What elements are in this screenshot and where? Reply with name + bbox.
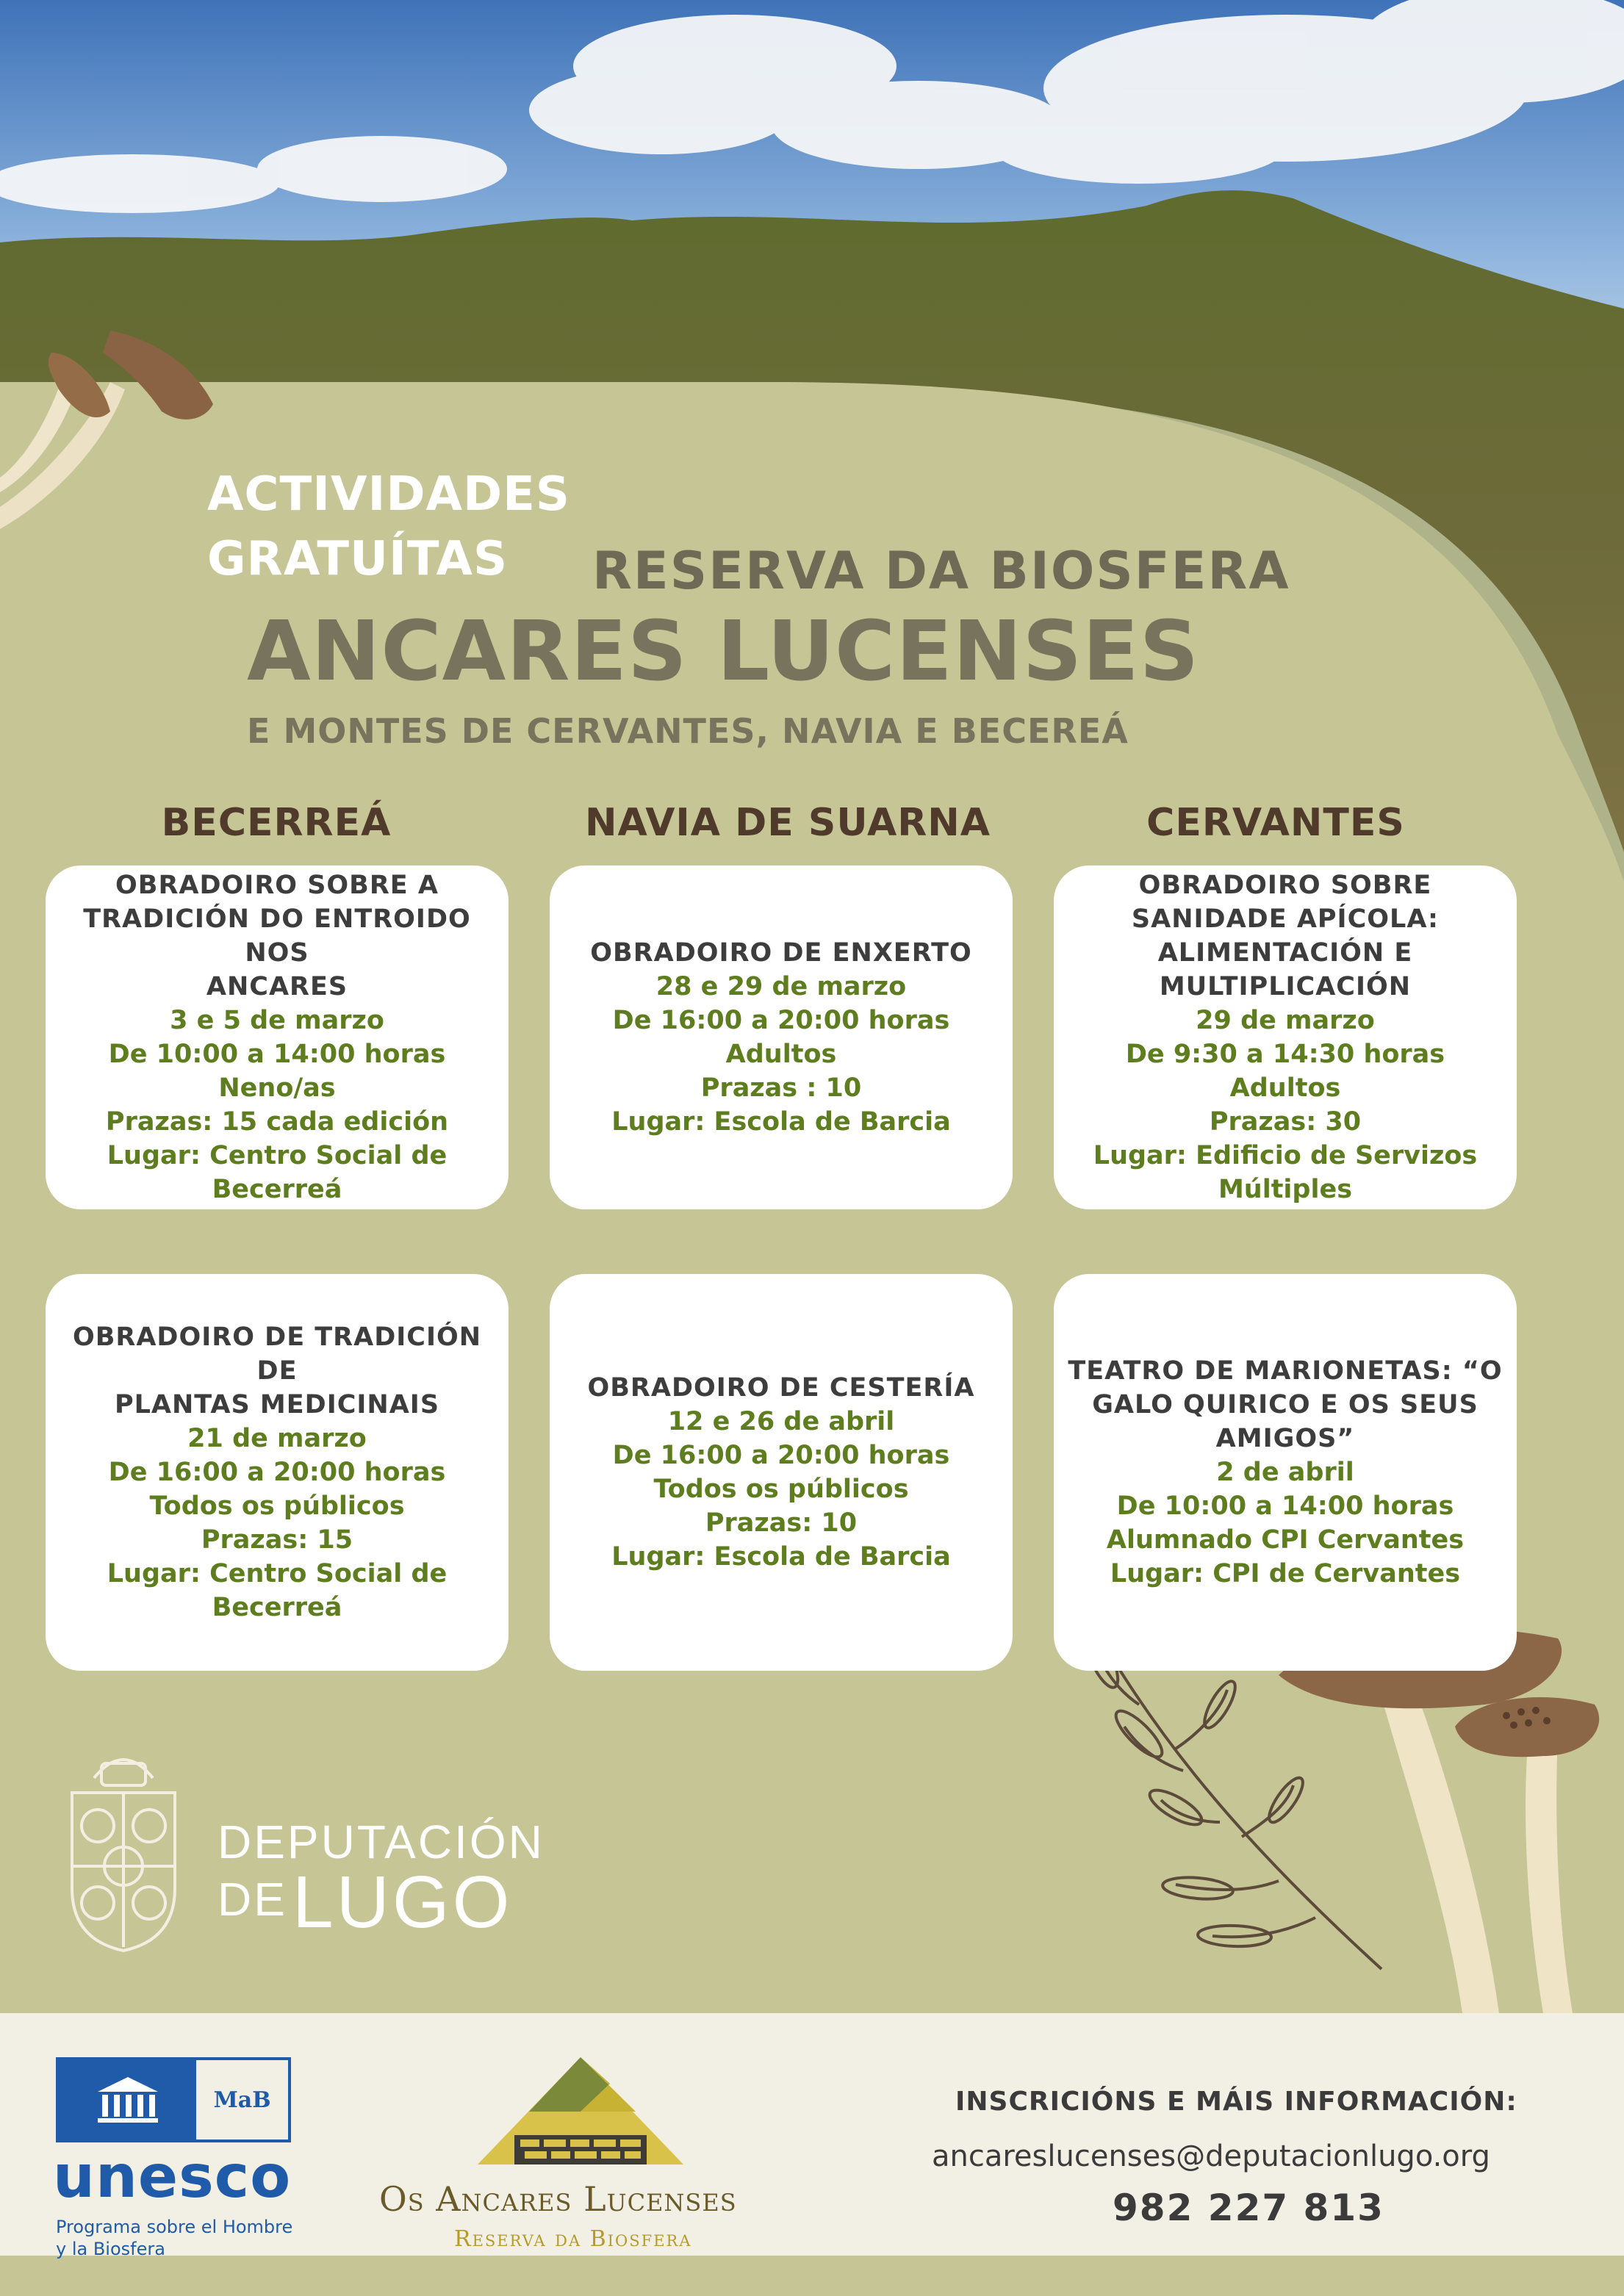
card-detail-line: Prazas: 15 <box>201 1525 353 1555</box>
card-detail-line: Becerreá <box>212 1593 342 1622</box>
card-detail-line: De 16:00 a 20:00 horas <box>612 1441 950 1470</box>
activity-card <box>1054 866 1517 1209</box>
mab-logo <box>196 2060 288 2140</box>
activity-card <box>550 1274 1013 1671</box>
card-title-line: GALO QUIRICO E OS SEUS <box>1092 1390 1479 1419</box>
card-detail-line: Lugar: Centro Social de <box>107 1559 448 1588</box>
card-detail-line: 21 de marzo <box>187 1424 367 1453</box>
card-detail-line: Lugar: Escola de Barcia <box>611 1542 951 1572</box>
card-detail-line: 29 de marzo <box>1196 1006 1375 1035</box>
card-detail-line: Todos os públicos <box>653 1475 909 1504</box>
mab-label: MaB <box>213 2087 271 2113</box>
unesco-temple-icon <box>59 2060 196 2140</box>
activity-card <box>46 1274 509 1671</box>
card-detail-line: Neno/as <box>218 1073 336 1103</box>
contact-phone[interactable]: 982 227 813 <box>1113 2187 1384 2229</box>
card-title-line: MULTIPLICACIÓN <box>1159 972 1412 1001</box>
page-subtitle: E MONTES DE CERVANTES, NAVIA E BECEREÁ <box>247 711 1129 751</box>
card-detail-line: Becerreá <box>212 1175 342 1204</box>
card-detail-line: Prazas: 15 cada edición <box>105 1107 449 1137</box>
activity-card <box>46 866 509 1209</box>
card-detail-line: Todos os públicos <box>149 1491 405 1521</box>
card-detail-line: 3 e 5 de marzo <box>170 1006 384 1035</box>
card-detail-line: De 9:30 a 14:30 horas <box>1125 1040 1445 1069</box>
card-title-line: OBRADOIRO DE TRADICIÓN DE <box>72 1322 482 1386</box>
ancares-name: Os Ancares Lucenses <box>379 2179 737 2219</box>
contact-email[interactable]: ancareslucenses@deputacionlugo.org <box>932 2140 1490 2173</box>
card-detail-line: 2 de abril <box>1216 1458 1354 1487</box>
unesco-subtitle-line1: Programa sobre el Hombre <box>56 2217 293 2237</box>
card-detail-line: Prazas: 10 <box>705 1508 858 1538</box>
card-detail-line: Prazas: 30 <box>1209 1107 1362 1137</box>
tagline-line2: GRATUÍTAS <box>207 532 509 586</box>
card-title-line: TRADICIÓN DO ENTROIDO NOS <box>83 904 471 968</box>
card-detail-line: Múltiples <box>1218 1175 1353 1204</box>
coat-of-arms-icon <box>50 1734 197 1954</box>
card-title-line: TEATRO DE MARIONETAS: “O <box>1068 1356 1503 1386</box>
card-detail-line: Lugar: Centro Social de <box>107 1141 448 1170</box>
unesco-wordmark: unesco <box>53 2142 292 2211</box>
deputacion-line2-prefix: DE <box>218 1873 287 1926</box>
activity-card <box>550 866 1013 1209</box>
card-title-line: OBRADOIRO DE ENXERTO <box>590 938 972 968</box>
card-detail-line: Lugar: Edificio de Servizos <box>1093 1141 1478 1170</box>
reserve-label: RESERVA DA BIOSFERA <box>592 541 1290 601</box>
card-detail-line: Prazas : 10 <box>700 1073 862 1103</box>
deputacion-line2-main: LUGO <box>292 1861 513 1943</box>
column-heading-becerrea: BECERREÁ <box>161 801 392 845</box>
ancares-subtitle: Reserva da Biosfera <box>454 2226 692 2252</box>
mushroom-illustration-bottom <box>1264 1616 1624 2013</box>
mushroom-illustration-top <box>0 323 235 529</box>
card-detail-line: Lugar: CPI de Cervantes <box>1110 1559 1461 1588</box>
tagline-line1: ACTIVIDADES <box>207 467 570 522</box>
card-title-line: ANCARES <box>206 972 348 1001</box>
card-detail-line: De 16:00 a 20:00 horas <box>612 1006 950 1035</box>
card-detail-line: Adultos <box>725 1040 837 1069</box>
ancares-house-icon <box>470 2054 691 2187</box>
card-detail-line: Adultos <box>1229 1073 1341 1103</box>
card-title-line: AMIGOS” <box>1215 1424 1355 1453</box>
column-heading-navia: NAVIA DE SUARNA <box>584 801 991 845</box>
card-title-line: OBRADOIRO DE CESTERÍA <box>587 1373 975 1403</box>
unesco-subtitle-line2: y la Biosfera <box>56 2239 165 2259</box>
card-title-line: OBRADOIRO SOBRE <box>1138 871 1432 900</box>
card-detail-line: 28 e 29 de marzo <box>655 972 907 1001</box>
card-detail-line: De 10:00 a 14:00 horas <box>1116 1491 1454 1521</box>
card-title-line: SANIDADE APÍCOLA: <box>1131 904 1440 934</box>
card-detail-line: Lugar: Escola de Barcia <box>611 1107 951 1137</box>
unesco-logo-box <box>56 2057 291 2142</box>
temple-icon <box>95 2074 161 2126</box>
card-detail-line: De 16:00 a 20:00 horas <box>108 1458 446 1487</box>
card-title-line: PLANTAS MEDICINAIS <box>114 1390 440 1419</box>
card-title-line: ALIMENTACIÓN E <box>1157 938 1413 968</box>
page-title: ANCARES LUCENSES <box>247 604 1200 699</box>
column-heading-cervantes: CERVANTES <box>1146 801 1405 845</box>
card-detail-line: De 10:00 a 14:00 horas <box>108 1040 446 1069</box>
info-heading: INSCRICIÓNS E MÁIS INFORMACIÓN: <box>955 2087 1517 2117</box>
card-detail-line: Alumnado CPI Cervantes <box>1106 1525 1465 1555</box>
deputacion-line1: DEPUTACIÓN <box>218 1815 545 1868</box>
activity-card <box>1054 1274 1517 1671</box>
bottom-band <box>0 2256 1624 2296</box>
card-detail-line: 12 e 26 de abril <box>667 1407 895 1436</box>
card-title-line: OBRADOIRO SOBRE A <box>115 871 439 900</box>
